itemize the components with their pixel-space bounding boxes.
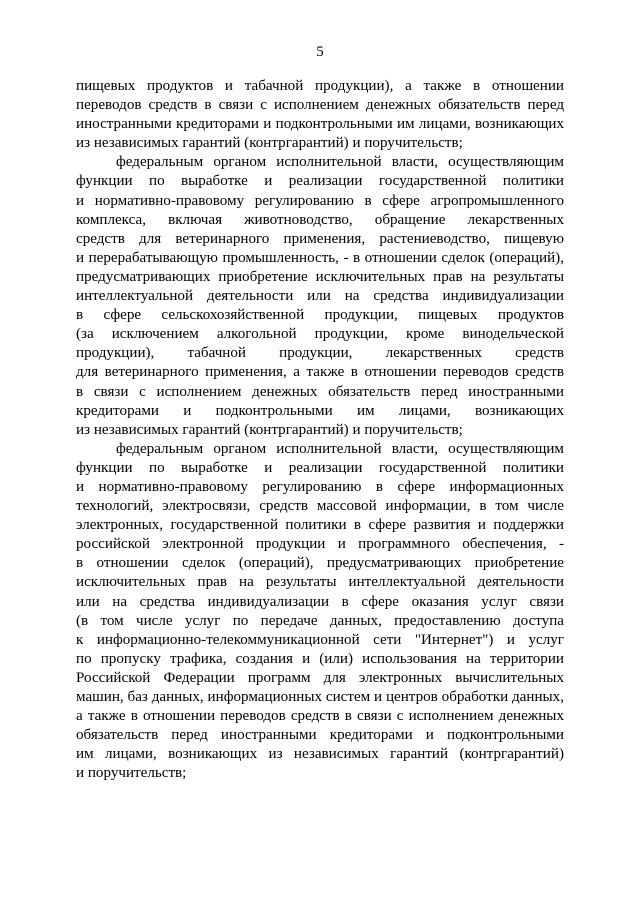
text-line: комплекса, включая животноводство, обращение лекарственных — [76, 211, 564, 228]
text-line: продукции), табачной продукции, лекарственных средств — [76, 345, 564, 362]
text-line: и перерабатывающую промышленность, - в отношении сделок (операций), — [76, 249, 564, 266]
text-line: и нормативно-правовому регулированию в сфере информационных — [76, 478, 564, 495]
document-body — [76, 77, 564, 783]
text-line: федеральным органом исполнительной власти, осуществляющим — [116, 154, 564, 171]
text-line: (за исключением алкогольной продукции, кроме винодельческой — [76, 326, 564, 343]
text-line: по пропуску трафика, создания и (или) использования на территории — [76, 650, 564, 667]
text-line: функции по выработке и реализации государственной политики — [76, 459, 564, 476]
text-line: а также в отношении переводов средств в связи с исполнением денежных — [76, 708, 564, 725]
text-line: кредиторами и подконтрольными им лицами, возникающих — [76, 402, 564, 419]
text-line: пищевых продуктов и табачной продукции), а также в отношении — [76, 78, 564, 94]
paragraph — [76, 440, 564, 784]
text-line: и поручительств; — [76, 765, 187, 782]
text-line: предусматривающих приобретение исключительных прав на результаты — [76, 268, 564, 285]
text-line: из независимых гарантий (контргарантий) и поручительств; — [76, 135, 463, 152]
text-line: российской электронной продукции и программного обеспечения, - — [76, 536, 564, 553]
text-line: электронных, государственной политики в сфере развития и поддержки — [76, 517, 564, 534]
paragraph — [76, 153, 564, 439]
page-number: 5 — [316, 44, 324, 60]
text-line: и нормативно-правовому регулированию в сфере агропромышленного — [76, 192, 564, 209]
text-line: (в том числе услуг по передаче данных, предоставлению доступа — [76, 612, 564, 629]
text-line: интеллектуальной деятельности или на средства индивидуализации — [76, 288, 564, 305]
text-line: в сфере сельскохозяйственной продукции, пищевых продуктов — [76, 307, 564, 324]
text-line: технологий, электросвязи, средств массовой информации, в том числе — [76, 498, 564, 515]
text-line: переводов средств в связи с исполнением денежных обязательств перед — [76, 97, 564, 114]
text-line: в связи с исполнением денежных обязательств перед иностранными — [76, 383, 564, 400]
text-line: или на средства индивидуализации в сфере оказания услуг связи — [76, 593, 564, 610]
text-line: Российской Федерации программ для электронных вычислительных — [76, 669, 564, 686]
text-line: для ветеринарного применения, а также в отношении переводов средств — [76, 364, 564, 381]
text-line: в отношении сделок (операций), предусматривающих приобретение — [76, 555, 564, 572]
text-line: машин, баз данных, информационных систем и центров обработки данных, — [76, 689, 564, 705]
text-line: им лицами, возникающих из независимых гарантий (контргарантий) — [76, 746, 564, 763]
text-line: исключительных прав на результаты интеллектуальной деятельности — [76, 574, 564, 591]
text-line: функции по выработке и реализации государственной политики — [76, 173, 564, 190]
text-line: средств для ветеринарного применения, растениеводство, пищевую — [76, 230, 564, 247]
text-line: из независимых гарантий (контргарантий) и поручительств; — [76, 421, 463, 438]
text-line: обязательств перед иностранными кредиторами и подконтрольными — [76, 727, 564, 744]
text-line: федеральным органом исполнительной власти, осуществляющим — [116, 440, 564, 457]
paragraph — [76, 77, 564, 153]
text-line: к информационно-телекоммуникационной сети "Интернет") и услуг — [76, 631, 564, 648]
text-line: иностранными кредиторами и подконтрольными им лицами, возникающих — [76, 116, 564, 133]
